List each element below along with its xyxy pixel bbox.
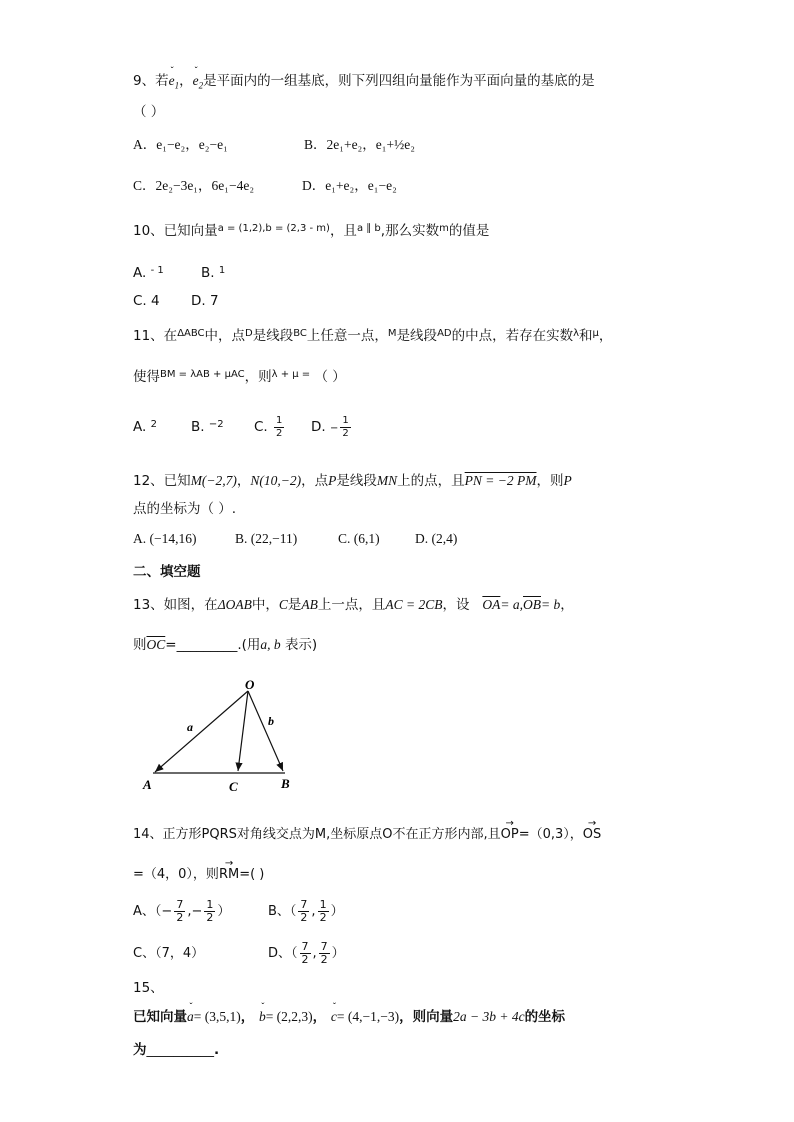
vector-ob (248, 691, 283, 771)
q9-options-row1 (133, 136, 415, 154)
q10-option-c[interactable]: C. 4 (133, 293, 160, 309)
q10-option-a[interactable]: A. $^{- 1}$ (133, 265, 164, 281)
label-b: B (281, 776, 290, 791)
q10-option-b[interactable]: B. $^1$ (201, 265, 226, 281)
q11-options (133, 410, 353, 444)
vector-oc (238, 691, 248, 771)
q11-option-b[interactable]: B. $^{-2}$ (191, 419, 224, 435)
q9-options-row2 (133, 177, 397, 195)
q14-options-row1 (133, 898, 344, 926)
q12-options (133, 530, 457, 548)
q10-condition: a ∥ b (356, 223, 381, 234)
q11-option-c[interactable]: C. $\frac{1}{2}$ (254, 414, 283, 439)
q15-number: 15、 (133, 980, 164, 996)
q9-option-d[interactable]: D．e₁+e₂，e₁−e₂ (302, 178, 397, 193)
q13-triangle-figure (135, 675, 305, 795)
q14-vec-os: → OS (583, 826, 601, 844)
q9-option-b[interactable]: B．2e₁+e₂，e₁+½e₂ (304, 137, 415, 152)
q12-option-c[interactable]: C. (6,1) (338, 531, 380, 546)
q10-options-row2 (133, 292, 219, 310)
q14-options-row2 (133, 940, 345, 968)
q10-vectors: a = (1,2),b = (2,3 - m) (217, 223, 330, 234)
q14-option-a[interactable]: A、（− $\frac{7}{2}$ ,− $\frac{1}{2}$ ） (133, 898, 231, 924)
q15-answer-blank[interactable]: __________ (146, 1042, 214, 1058)
q14-option-b[interactable]: B、（ $\frac{7}{2}$ , $\frac{1}{2}$ ） (268, 898, 344, 924)
label-o: O (245, 677, 255, 692)
q9-stem: 9、若ˇ $e_1$，ˇ $e_2$是平面内的一组基底，则下列四组向量能作为平面向量的基底的是 (133, 72, 595, 95)
vector-oa (155, 691, 248, 772)
q15-line2: 为__________. (133, 1042, 220, 1058)
q15-expression: 2a − 3b + 4c (453, 1009, 525, 1024)
section-fill-in-heading: 二、填空题 (133, 564, 201, 580)
q10-stem: 10、已知向量$^{a = (1,2),b = (2,3 - m)}$，且$^{a \parallel b}$,那么实数$^m$的值是 (133, 223, 490, 239)
q11-equation: BM = λAB + μAC (160, 369, 245, 380)
q9-text: 是平面内的一组基底，则下列四组向量能作为平面向量的基底的是 (203, 73, 595, 89)
q14-option-d[interactable]: D、（ $\frac{7}{2}$ , $\frac{7}{2}$ ） (268, 940, 345, 966)
q14-line2: =（4，0），则→ RM=( ) (133, 866, 264, 884)
q12-stem: 12、已知M(−2,7)，N(10,−2)，点P是线段MN上的点，且PN = −2 PM，则P (133, 473, 572, 489)
q11-option-d[interactable]: D. − $\frac{1}{2}$ (311, 414, 349, 439)
q14-stem: 14、正方形PQRS对角线交点为M,坐标原点O不在正方形内部,且→ OP=（0,3），→ OS (133, 826, 601, 844)
q11-option-a[interactable]: A. $^2$ (133, 419, 157, 435)
q9-paren: （ ） (133, 104, 165, 120)
label-c: C (229, 779, 238, 794)
q9-option-c[interactable]: C．2e₂−3e₁，6e₁−4e₂ (133, 178, 255, 193)
q13-stem: 13、如图，在ΔOAB中，C是AB上一点，且AC = 2CB，设 $\overline{OA}= a,\overline{OB}= b$， (133, 597, 574, 613)
q12-option-d[interactable]: D. (2,4) (415, 531, 458, 546)
q12-option-b[interactable]: B. (22,−11) (235, 531, 298, 546)
q10-options-row1 (133, 262, 225, 282)
q9-e2: ˇ $e_2$ (193, 73, 204, 88)
q12-option-a[interactable]: A. (−14,16) (133, 531, 197, 546)
q14-vec-op: → OP (501, 826, 519, 844)
q13-answer-blank[interactable]: _________ (176, 637, 238, 653)
label-vec-a: a (187, 720, 193, 734)
q9-e1: ˇ $e_1$ (169, 73, 180, 88)
q14-vec-rm: → RM (219, 866, 239, 884)
q9-option-a[interactable]: A．e₁−e₂，e₂−e₁ (133, 137, 228, 152)
q12-equation: PN = −2 PM (464, 473, 537, 488)
q11-line2: 使得$^{BM = \lambda AB + \mu AC}$，则$^{\lambda + \mu =}$ （ ） (133, 369, 346, 385)
q15-stem: 已知向量ˇ a= (3,5,1)， ˇ b= (2,2,3)， ˇ c= (4,−1,−3)，则向量2a − 3b + 4c的坐标 (133, 1008, 565, 1026)
q14-option-c[interactable]: C、（7，4） (133, 946, 205, 961)
q13-line2: 则$\overline{OC}=\_\_\_\_\_\_\_\_\_$.(用a, b 表示) (133, 637, 318, 653)
q12-line2: 点的坐标为（ ）. (133, 501, 237, 517)
q9-number: 9、若 (133, 73, 169, 89)
label-a: A (143, 777, 152, 792)
q11-stem: 11、在$^{\Delta ABC}$中，点$^D$是线段$^{BC}$上任意一点，$^M$是线段$^{AD}$的中点，若存在实数$^\lambda$和$^\mu$， (133, 328, 613, 344)
label-vec-b: b (268, 714, 274, 728)
q10-option-d[interactable]: D. 7 (191, 293, 219, 309)
